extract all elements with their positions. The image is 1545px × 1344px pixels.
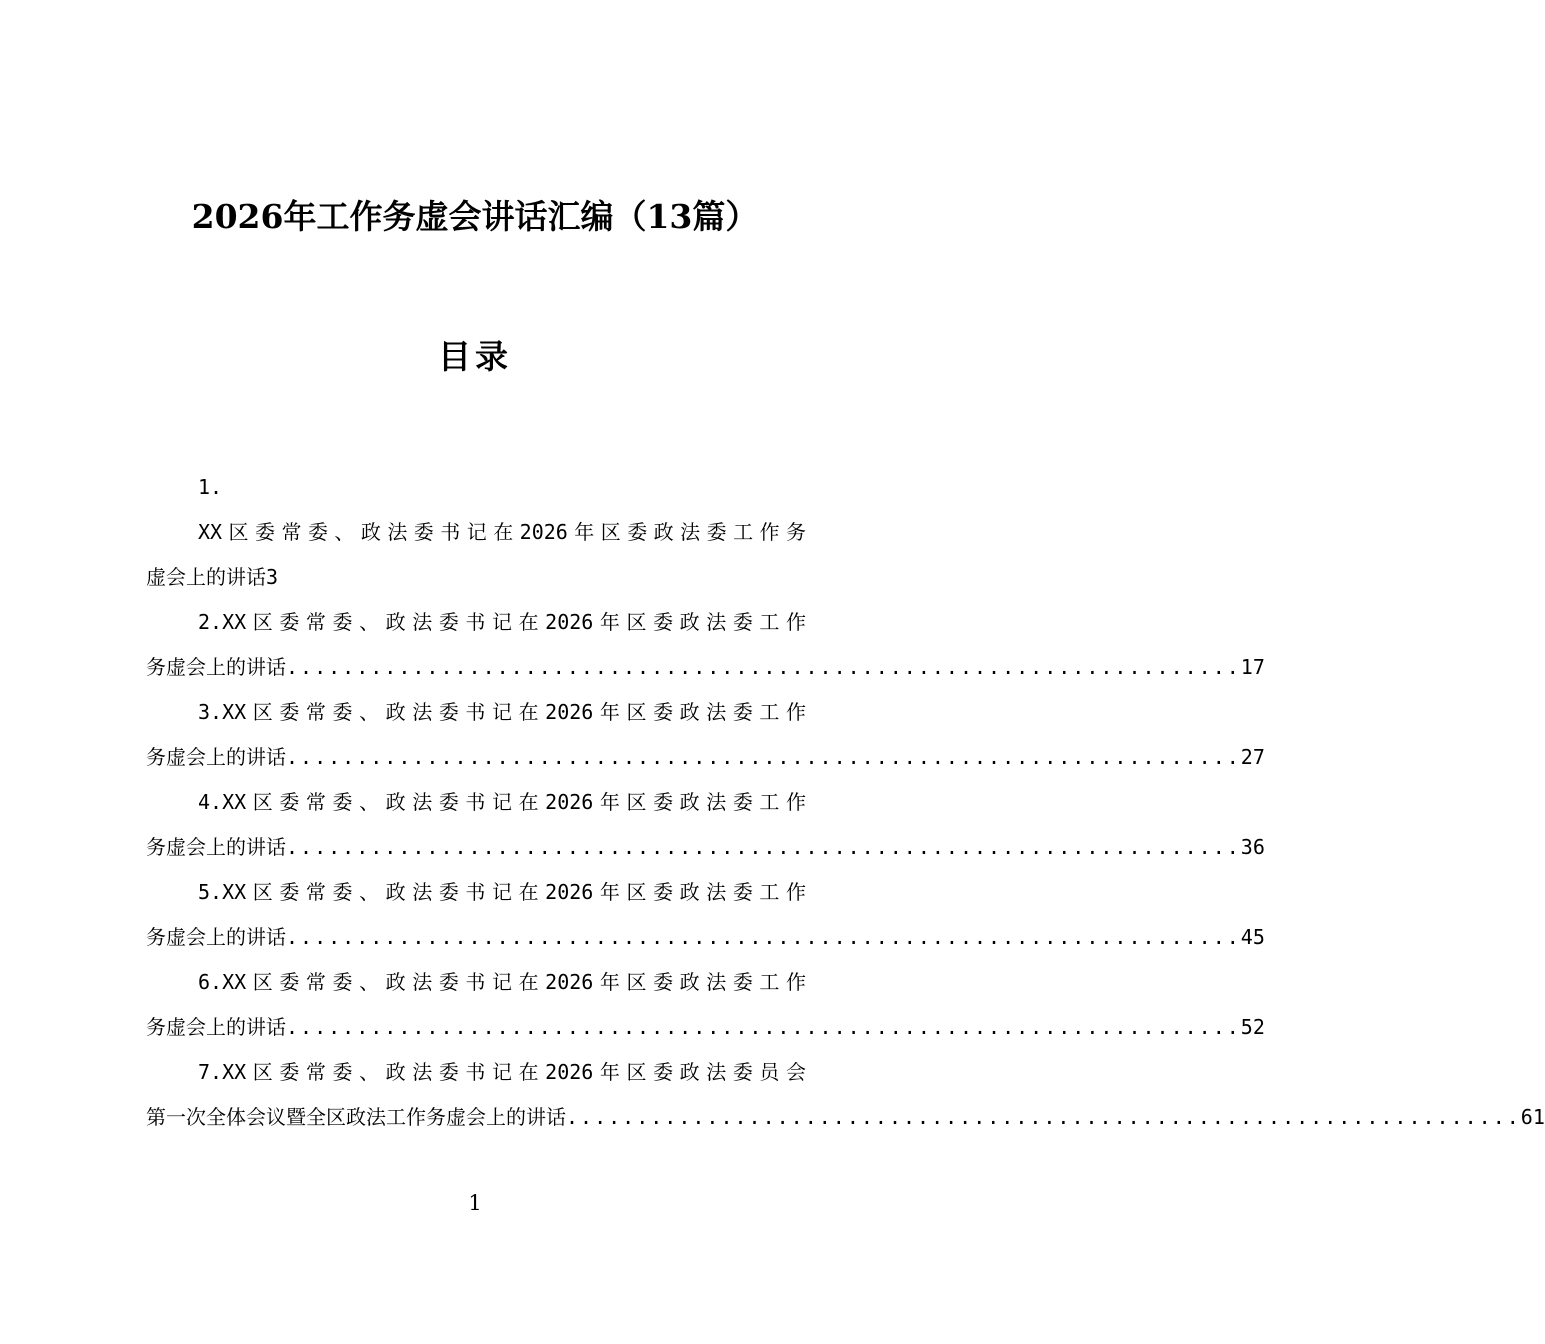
toc-dot-leader: .................................................................... xyxy=(286,835,1241,859)
toc-entry-title-end: 第一次全体会议暨全区政法工作务虚会上的讲话 xyxy=(146,1105,566,1129)
toc-entry-3[interactable] xyxy=(146,690,1265,780)
toc-entry-title-end: 虚会上的讲话 xyxy=(146,565,266,589)
toc-entry-title-end: 务虚会上的讲话 xyxy=(146,655,286,679)
toc-entry-title-end: 务虚会上的讲话 xyxy=(146,925,286,949)
toc-page-number: 3 xyxy=(266,565,279,589)
toc-dot-leader: .................................................................... xyxy=(286,1015,1241,1039)
toc-entry-last-line xyxy=(146,735,1265,780)
toc-page-number: 52 xyxy=(1240,1015,1265,1039)
toc-entry-title-end: 务虚会上的讲话 xyxy=(146,835,286,859)
toc-page-number: 17 xyxy=(1240,655,1265,679)
toc-page-number: 36 xyxy=(1240,835,1265,859)
toc-entry-5[interactable] xyxy=(146,870,1265,960)
toc-entry-last-line xyxy=(146,555,806,600)
toc-dot-leader: .................................................................... xyxy=(286,745,1241,769)
toc-entry-7[interactable] xyxy=(146,1050,1545,1140)
toc-page-number: 45 xyxy=(1240,925,1265,949)
toc-heading: 目录 xyxy=(438,337,512,376)
toc-entry-line: 5.XX区委常委、政法委书记在2026年区委政法委工作 xyxy=(198,880,806,904)
document-title: 2026年工作务虚会讲话汇编（13篇） xyxy=(191,197,759,236)
toc-entry-line: 1. xyxy=(198,475,223,499)
toc-page-number: 27 xyxy=(1240,745,1265,769)
toc-entry-line: 2.XX区委常委、政法委书记在2026年区委政法委工作 xyxy=(198,610,806,634)
toc-entry-line: 4.XX区委常委、政法委书记在2026年区委政法委工作 xyxy=(198,790,806,814)
toc-entry-last-line xyxy=(146,915,1265,960)
toc-entry-last-line xyxy=(146,645,1265,690)
toc-entry-line: 6.XX区委常委、政法委书记在2026年区委政法委工作 xyxy=(198,970,806,994)
toc-entry-6[interactable] xyxy=(146,960,1265,1050)
page-number: 1 xyxy=(468,1191,482,1215)
toc-entry-4[interactable] xyxy=(146,780,1265,870)
toc-dot-leader: .................................................................... xyxy=(566,1105,1521,1129)
toc-entry-2[interactable] xyxy=(146,600,1265,690)
toc-entry-title-end: 务虚会上的讲话 xyxy=(146,1015,286,1039)
toc-page-number: 61 xyxy=(1520,1105,1545,1129)
toc-dot-leader: .................................................................... xyxy=(286,655,1241,679)
toc-entry-title-end: 务虚会上的讲话 xyxy=(146,745,286,769)
toc-entry-last-line xyxy=(146,1095,1545,1140)
table-of-contents xyxy=(146,465,1545,1140)
toc-entry-1[interactable] xyxy=(146,465,806,600)
toc-entry-last-line xyxy=(146,825,1265,870)
toc-entry-line: 7.XX区委常委、政法委书记在2026年区委政法委员会 xyxy=(198,1060,806,1084)
toc-dot-leader: .................................................................... xyxy=(286,925,1241,949)
toc-entry-line: XX区委常委、政法委书记在2026年区委政法委工作务 xyxy=(198,520,806,544)
toc-entry-line: 3.XX区委常委、政法委书记在2026年区委政法委工作 xyxy=(198,700,806,724)
toc-entry-last-line xyxy=(146,1005,1265,1050)
